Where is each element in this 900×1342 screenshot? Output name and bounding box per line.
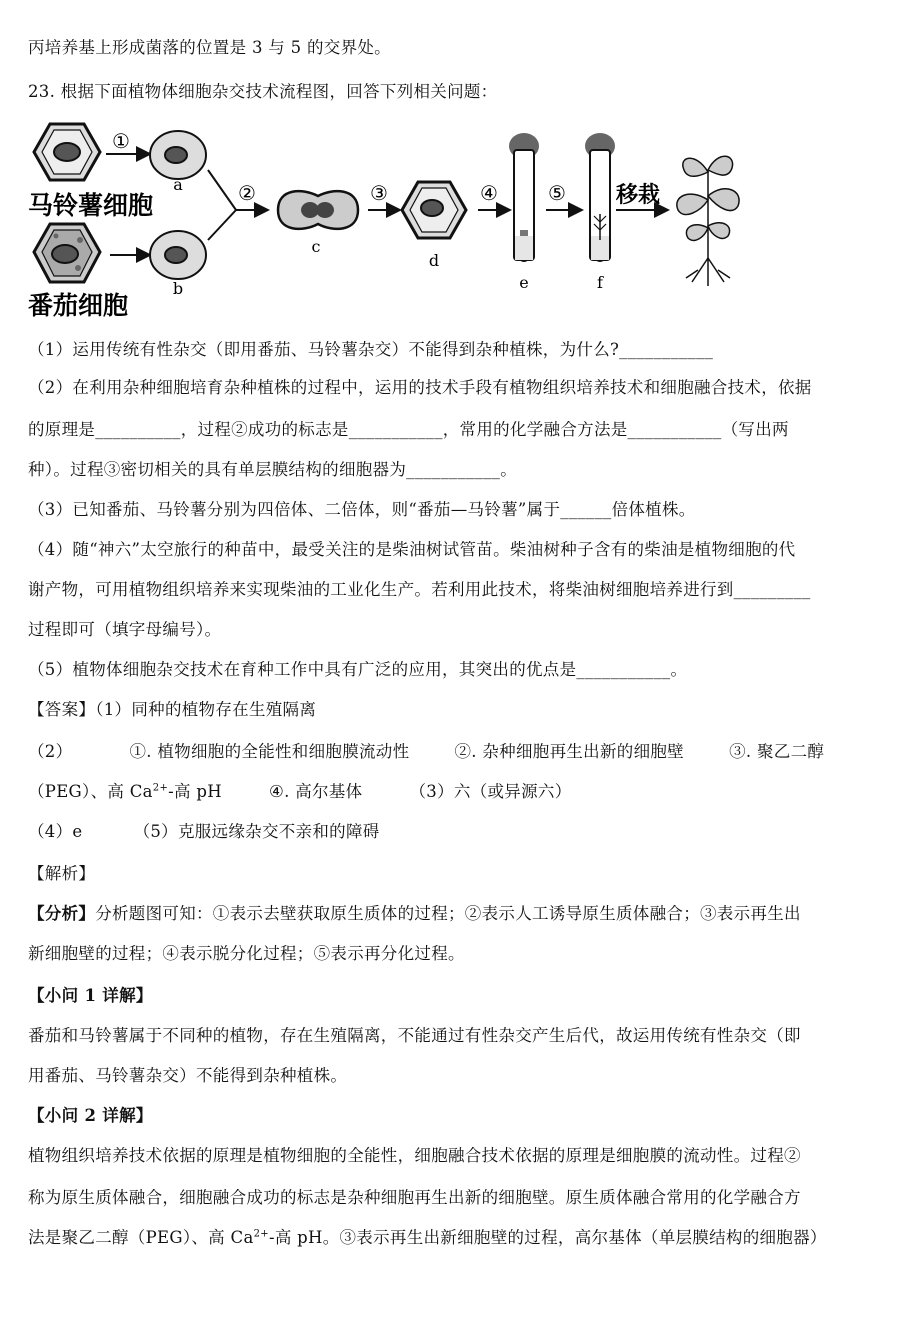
sub-question-2-heading: 【小问 2 详解】 (28, 1106, 153, 1125)
sub-question-1-heading: 【小问 1 详解】 (28, 986, 153, 1005)
label-d: d (428, 251, 440, 270)
label-a: a (173, 175, 183, 194)
question-2-line3: 种）。过程③密切相关的具有单层膜结构的细胞器为___________。 (28, 460, 517, 479)
question-2-line1: （2）在利用杂种细胞培育杂种植株的过程中，运用的技术手段有植物组织培养技术和细胞融合技术，依据 (28, 378, 812, 397)
label-c: c (311, 237, 321, 256)
question-title: 23. 根据下面植物体细胞杂交技术流程图，回答下列相关问题： (28, 82, 498, 101)
label-e: e (519, 273, 529, 292)
sub-question-1-text1: 番茄和马铃薯属于不同种的植物，存在生殖隔离，不能通过有性杂交产生后代，故运用传统有性杂交（即 (28, 1026, 801, 1045)
answer-2-1: ①. 植物细胞的全能性和细胞膜流动性 (129, 742, 410, 761)
answer-4: （4）e (28, 822, 83, 841)
question-3: （3）已知番茄、马铃薯分别为四倍体、二倍体，则“番茄—马铃薯”属于______倍体植株。 (28, 500, 696, 519)
question-4-line3: 过程即可（填字母编号）。 (28, 620, 222, 639)
analysis-heading: 【解析】 (28, 864, 96, 883)
fused-cell-c (278, 191, 358, 229)
analysis-line2: 新细胞壁的过程；④表示脱分化过程；⑤表示再分化过程。 (28, 944, 465, 963)
analysis-label: 【分析】 (28, 904, 96, 923)
label-f: f (597, 273, 603, 292)
answer-heading: 【答案】（1）同种的植物存在生殖隔离 (28, 700, 317, 719)
sub-question-1-text2: 用番茄、马铃薯杂交）不能得到杂种植株。 (28, 1066, 348, 1085)
superscript: 2+ (152, 782, 169, 794)
answer-5: （5）克服远缘杂交不亲和的障碍 (133, 822, 380, 841)
tomato-cell-label: 番茄细胞 (28, 291, 129, 320)
step-2-label: ② (238, 181, 256, 205)
question-1: （1）运用传统有性杂交（即用番茄、马铃薯杂交）不能得到杂种植株，为什么?___________ (28, 340, 714, 359)
hybrid-cell-d (402, 182, 466, 238)
flow-diagram (28, 110, 748, 325)
answer-line-4 (28, 820, 380, 844)
step-4-label: ④ (480, 181, 498, 205)
potato-cell (34, 124, 100, 180)
answer-2-3-cont: （PEG）、高 Ca (28, 782, 153, 801)
test-tube-f (585, 133, 615, 261)
answer-line-2 (28, 740, 824, 764)
analysis-line1: 【分析】分析题图可知：①表示去壁获取原生质体的过程；②表示人工诱导原生质体融合；③表示再生出 (28, 904, 801, 923)
step-1-label: ① (112, 129, 130, 153)
protoplast-b (150, 231, 206, 279)
sub-question-2-text2: 称为原生质体融合，细胞融合成功的标志是杂种细胞再生出新的细胞壁。原生质体融合常用的化学融合方 (28, 1188, 801, 1207)
protoplast-a (150, 131, 206, 179)
answer-3: （3）六（或异源六） (409, 782, 572, 801)
text-line: 丙培养基上形成菌落的位置是 3 与 5 的交界处。 (28, 38, 391, 57)
plant-icon (677, 156, 739, 286)
label-b: b (172, 279, 184, 298)
sub-question-2-text1: 植物组织培养技术依据的原理是植物细胞的全能性，细胞融合技术依据的原理是细胞膜的流动性。过程② (28, 1146, 801, 1165)
superscript: 2+ (253, 1228, 269, 1240)
potato-cell-label: 马铃薯细胞 (28, 191, 154, 220)
question-4-line1: （4）随“神六”太空旅行的种苗中，最受关注的是柴油树试管苗。柴油树种子含有的柴油是植物细胞的代 (28, 540, 796, 559)
answer-2-label: （2） (28, 742, 73, 761)
question-5: （5）植物体细胞杂交技术在育种工作中具有广泛的应用，其突出的优点是___________。 (28, 660, 688, 679)
step-3-label: ③ (370, 181, 388, 205)
answer-2-4: ④. 高尔基体 (269, 782, 363, 801)
question-4-line2: 谢产物，可用植物组织培养来实现柴油的工业化生产。若利用此技术，将柴油树细胞培养进行到_________ (28, 580, 811, 599)
transplant-label: 移栽 (616, 183, 661, 208)
answer-2-2: ②. 杂种细胞再生出新的细胞壁 (454, 742, 684, 761)
tomato-cell (34, 224, 100, 282)
answer-line-3: （PEG）、高 $Ca^{2+}-$高 pH ④. 高尔基体 （3）六（或异源六） (28, 782, 572, 801)
answer-2-3: ③. 聚乙二醇 (729, 742, 825, 761)
step-5-label: ⑤ (548, 181, 566, 205)
question-2-line2: 的原理是__________，过程②成功的标志是___________，常用的化学融合方法是___________（写出两 (28, 420, 789, 439)
sub-question-2-text3: 法是聚乙二醇（PEG）、高 $Ca^{2+}-$高 pH。③表示再生出新细胞壁的过程，高尔基体（单层膜结构的细胞器） (28, 1228, 827, 1247)
test-tube-e (509, 133, 539, 261)
